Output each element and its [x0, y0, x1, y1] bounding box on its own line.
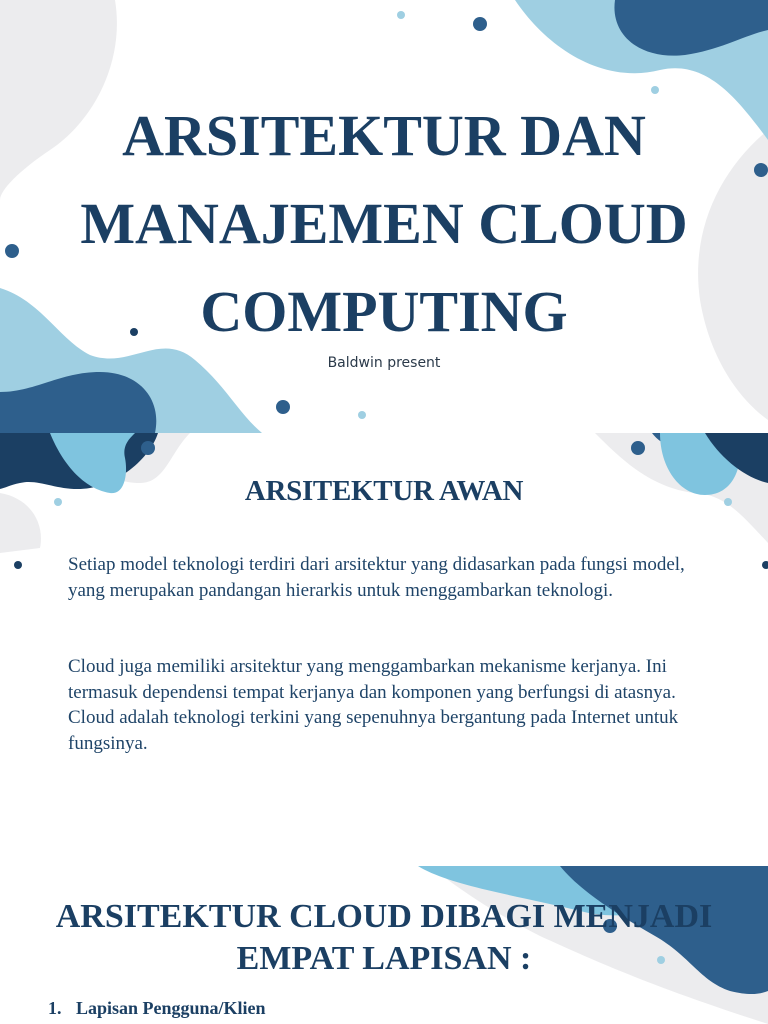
slide-title — [0, 0, 768, 433]
layer-list — [48, 998, 266, 1019]
slide-layers — [0, 866, 768, 1024]
section-heading: ARSITEKTUR CLOUD DIBAGI MENJADI EMPAT LAPISAN : — [55, 898, 713, 977]
slide-title-heading: ARSITEKTUR DAN MANAJEMEN CLOUD COMPUTING — [80, 103, 688, 344]
section-heading: ARSITEKTUR AWAN — [244, 475, 524, 507]
paragraph-1: Setiap model teknologi terdiri dari arsitektur yang didasarkan pada fungsi model, yang merupakan pandangan hierarkis untuk menggambarkan teknologi. — [68, 554, 685, 601]
paragraph-2: Cloud juga memiliki arsitektur yang menggambarkan mekanisme kerjanya. Ini termasuk dependensi tempat kerjanya dan komponen yang berfungsi di atasnya. Cloud adalah teknologi terkini yang sepenuhnya bergantung pada Internet untuk fungsinya. — [68, 656, 679, 754]
list-item — [48, 998, 266, 1019]
list-item-number: 1. — [48, 998, 62, 1018]
slide-architecture — [0, 433, 768, 866]
list-item-label: Lapisan Pengguna/Klien — [76, 998, 266, 1018]
slide-subtitle: Baldwin present — [327, 355, 441, 371]
